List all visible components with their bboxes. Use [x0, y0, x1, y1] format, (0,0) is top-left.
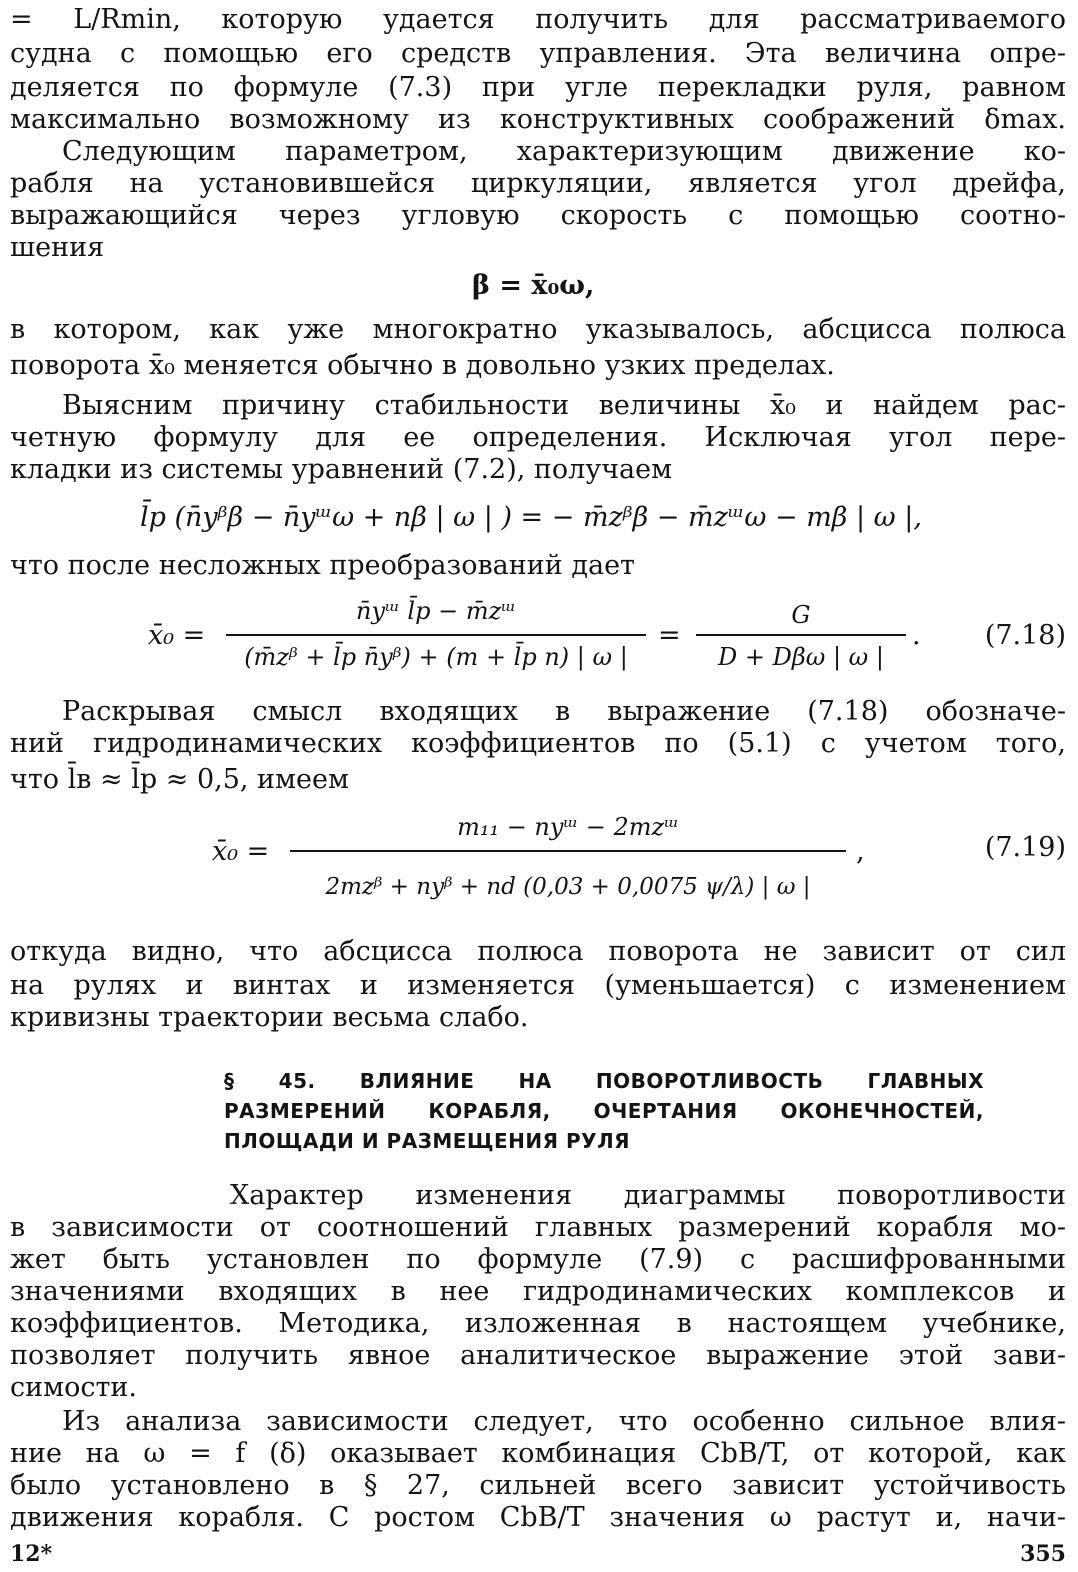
text-line: в зависимости от соотношений главных размерений корабля мо-: [10, 1212, 1066, 1243]
eq-tail: ,: [856, 836, 865, 867]
eq-lhs: x̄₀ =: [212, 836, 270, 867]
text-line: на рулях и винтах и изменяется (уменьшается) с изменением: [10, 970, 1066, 1001]
text-line: Из анализа зависимости следует, что особенно сильное влия-: [62, 1406, 1066, 1437]
text-line: симости.: [10, 1372, 138, 1403]
text-line: рабля на установившейся циркуляции, является угол дрейфа,: [10, 168, 1066, 199]
text-line: кривизны траектории весьма слабо.: [10, 1002, 529, 1033]
text-line: максимально возможному из конструктивных соображений δmax.: [10, 104, 1066, 135]
text-line: шения: [10, 232, 105, 263]
text-line: = L/Rmin, которую удается получить для рассматриваемого: [10, 4, 1066, 35]
fraction-bar: [226, 634, 646, 636]
text-line: деляется по формуле (7.3) при угле перекладки руля, равном: [10, 72, 1066, 103]
text-line: жет быть установлен по формуле (7.9) с расшифрованными: [10, 1244, 1066, 1275]
text-line: ние на ω = f (δ) оказывает комбинация CbB/T, от которой, как: [10, 1438, 1066, 1469]
eq-tail: .: [912, 620, 921, 651]
equation-number: (7.19): [984, 832, 1066, 863]
text-line: позволяет получить явное аналитическое выражение этой зави-: [10, 1340, 1066, 1371]
eq-numerator: m₁₁ − nyᵚ − 2mzᵚ: [457, 813, 679, 841]
text-line: кладки из системы уравнений (7.2), получаем: [10, 454, 673, 485]
text-line: ний гидродинамических коэффициентов по (5.1) с учетом того,: [10, 728, 1066, 759]
text-line: коэффициентов. Методика, изложенная в настоящем учебнике,: [10, 1308, 1066, 1339]
text-line: в котором, как уже многократно указывалось, абсцисса полюса: [10, 314, 1066, 345]
section-heading-line: § 45. ВЛИЯНИЕ НА ПОВОРОТЛИВОСТЬ ГЛАВНЫХ: [224, 1069, 984, 1093]
eq-numerator: n̄yᵚ l̄р − m̄zᵚ: [356, 597, 516, 625]
eq-denominator: 2mzᵝ + nyᵝ + nd (0,03 + 0,0075 ψ/λ) | ω |: [325, 874, 811, 900]
eq-denominator: (m̄zᵝ + l̄р n̄yᵝ) + (m + l̄р n) | ω |: [244, 643, 628, 671]
eq-numerator: G: [791, 601, 811, 629]
equation-number: (7.18): [984, 620, 1066, 651]
text-line: выражающийся через угловую скорость с помощью соотно-: [10, 200, 1066, 231]
text-line: Характер изменения диаграммы поворотливости: [230, 1180, 1066, 1211]
text-line: Раскрывая смысл входящих в выражение (7.18) обозначе-: [62, 696, 1066, 727]
text-line: что после несложных преобразований дает: [10, 550, 635, 581]
signature-mark: 12*: [10, 1541, 53, 1567]
page-number: 355: [1020, 1541, 1066, 1567]
fraction-bar: [290, 850, 846, 852]
eq-equals: =: [658, 620, 681, 651]
text-line: откуда видно, что абсцисса полюса поворота не зависит от сил: [10, 936, 1066, 967]
text-line: судна с помощью его средств управления. Эта величина опре-: [10, 38, 1066, 69]
text-line: четную формулу для ее определения. Исключая угол пере-: [10, 422, 1066, 453]
fraction-bar: [696, 634, 906, 636]
formula-system: l̄р (n̄yᵝβ − n̄yᵚω + nβ | ω | ) = − m̄zᵝβ − m̄zᵚω − mβ | ω |,: [140, 502, 922, 533]
text-line: было установлено в § 27, сильней всего зависит устойчивость: [10, 1470, 1066, 1501]
eq-denominator: D + Dβω | ω |: [718, 643, 884, 671]
text-line: движения корабля. С ростом CbB/T значения ω растут и, начи-: [10, 1502, 1066, 1533]
section-heading-line: РАЗМЕРЕНИЙ КОРАБЛЯ, ОЧЕРТАНИЯ ОКОНЕЧНОСТЕЙ,: [224, 1099, 984, 1123]
text-line: значениями входящих в нее гидродинамических комплексов и: [10, 1276, 1066, 1307]
text-line: что l̄в ≈ l̄р ≈ 0,5, имеем: [10, 764, 350, 795]
eq-lhs: x̄₀ =: [148, 620, 206, 651]
text-line: поворота x̄₀ меняется обычно в довольно узких пределах.: [10, 350, 835, 381]
formula-beta: β = x̄₀ω,: [472, 270, 595, 301]
section-heading-line: ПЛОЩАДИ И РАЗМЕЩЕНИЯ РУЛЯ: [224, 1129, 631, 1153]
text-line: Следующим параметром, характеризующим движение ко-: [62, 136, 1066, 167]
text-line: Выясним причину стабильности величины x̄₀ и найдем рас-: [62, 390, 1066, 421]
